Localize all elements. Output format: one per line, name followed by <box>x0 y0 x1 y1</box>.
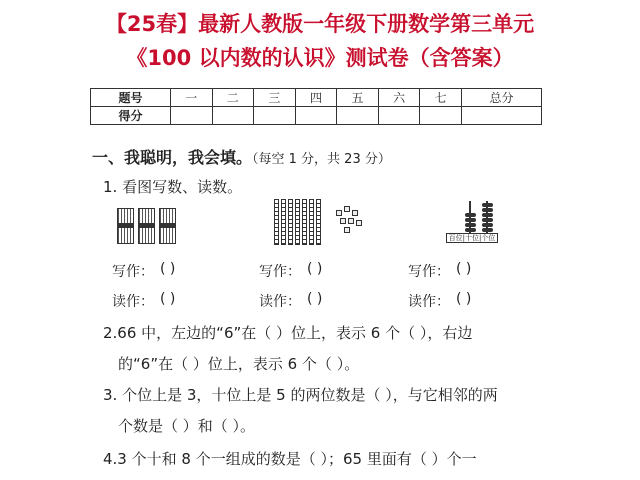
question-4-line1: 4.3 个十和 8 个一组成的数是（ ）；65 里面有（ ）个一 <box>103 450 477 468</box>
ten-rod <box>281 199 286 245</box>
score-cell[interactable] <box>420 107 462 125</box>
score-header-cell: 三 <box>254 89 296 107</box>
section-note: （每空 1 分，共 23 分） <box>252 152 391 167</box>
score-cell[interactable] <box>337 107 379 125</box>
abacus-bead <box>465 223 476 227</box>
unit-cube <box>356 220 362 226</box>
read-label: 读作： <box>408 294 450 310</box>
score-header-cell: 四 <box>295 89 337 107</box>
ten-rod <box>316 199 321 245</box>
score-header-cell: 二 <box>212 89 254 107</box>
ten-rod <box>309 199 314 245</box>
read-label: 读作： <box>112 294 154 310</box>
score-header-cell: 一 <box>170 89 212 107</box>
unit-cube <box>348 218 354 224</box>
score-header-cell: 六 <box>378 89 420 107</box>
write-label: 写作： <box>259 264 301 280</box>
score-header-row <box>91 89 542 107</box>
stick-bundle <box>117 208 134 244</box>
abacus-bead <box>465 228 476 232</box>
question-2-line1: 2.66 中，左边的“6”在（ ）位上，表示 6 个（ ），右边 <box>103 324 473 342</box>
score-cell[interactable] <box>212 107 254 125</box>
abacus-bead <box>465 213 476 217</box>
page-subtitle: 《100 以内数的认识》测试卷（含答案） <box>126 46 514 70</box>
unit-cube <box>336 210 342 216</box>
abacus-bead <box>482 228 493 232</box>
unit-cube <box>344 206 350 212</box>
score-cell[interactable] <box>170 107 212 125</box>
section-heading <box>92 145 391 168</box>
abacus-bead <box>482 213 493 217</box>
question-3-line1: 3. 个位上是 3，十位上是 5 的两位数是（ ），与它相邻的两 <box>103 386 498 404</box>
score-cell[interactable] <box>378 107 420 125</box>
abacus-bead <box>482 218 493 222</box>
section-title: 一、我聪明，我会填。 <box>92 148 253 167</box>
ten-rod <box>274 199 279 245</box>
question-3-line2: 个数是（ ）和（ ）。 <box>118 417 256 435</box>
ten-rod <box>302 199 307 245</box>
score-row-label: 得分 <box>91 107 171 125</box>
score-cell[interactable] <box>461 107 541 125</box>
score-header-cell: 总分 <box>461 89 541 107</box>
read-label: 读作： <box>259 294 301 310</box>
abacus-bead <box>482 203 493 207</box>
stick-bundle <box>159 208 176 244</box>
score-table <box>90 88 542 125</box>
score-header-cell: 五 <box>337 89 379 107</box>
unit-cube <box>352 210 358 216</box>
abacus-base-label: 百位|十位|个位 <box>446 233 498 243</box>
unit-cube <box>340 218 346 224</box>
abacus-bead <box>465 218 476 222</box>
question-1: 1. 看图写数、读数。 <box>103 178 243 196</box>
answer-blank[interactable]: ( ) <box>307 261 323 277</box>
question-2-line2: 的“6”在（ ）位上，表示 6 个（ ）。 <box>118 355 360 373</box>
stick-bundle <box>138 208 155 244</box>
score-cell[interactable] <box>254 107 296 125</box>
page-title: 【25春】最新人教版一年级下册数学第三单元 <box>105 12 535 36</box>
write-label: 写作： <box>408 264 450 280</box>
abacus-bead <box>482 223 493 227</box>
abacus-bead <box>482 208 493 212</box>
score-value-row <box>91 107 542 125</box>
score-cell[interactable] <box>295 107 337 125</box>
answer-blank[interactable]: ( ) <box>456 261 472 277</box>
answer-blank[interactable]: ( ) <box>160 261 176 277</box>
answer-blank[interactable]: ( ) <box>160 291 176 307</box>
answer-blank[interactable]: ( ) <box>307 291 323 307</box>
ten-rod <box>288 199 293 245</box>
unit-cube <box>344 227 350 233</box>
ten-rod <box>295 199 300 245</box>
score-header-cell: 七 <box>420 89 462 107</box>
write-label: 写作： <box>112 264 154 280</box>
score-header-cell: 题号 <box>91 89 171 107</box>
answer-blank[interactable]: ( ) <box>456 291 472 307</box>
